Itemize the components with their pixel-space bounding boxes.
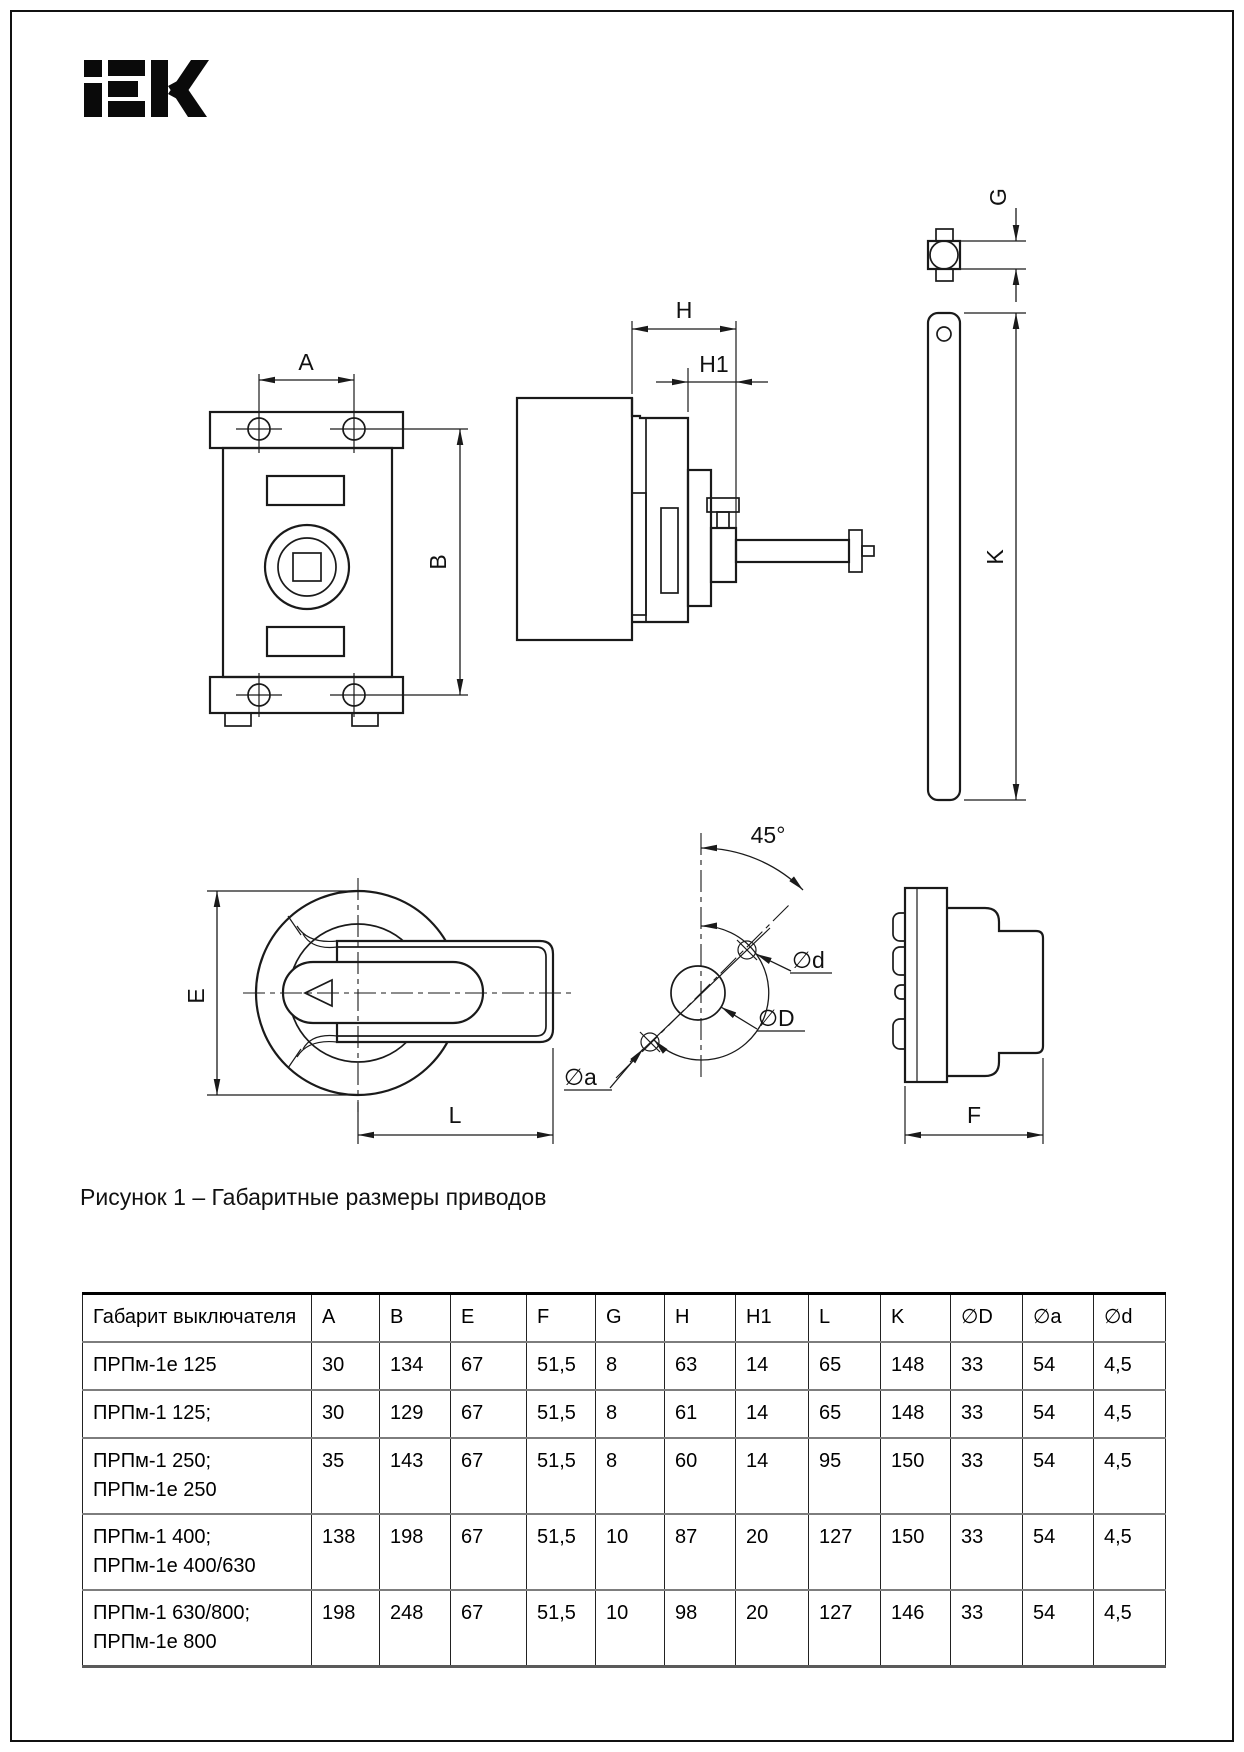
dimension-cell: 33 <box>951 1590 1023 1667</box>
dim-label-b: B <box>425 554 451 570</box>
table-row <box>83 1342 1166 1390</box>
dimension-cell: 10 <box>596 1514 665 1590</box>
row-name: ПРПм-1 630/800; ПРПм-1е 800 <box>83 1590 312 1667</box>
dimension-cell: 51,5 <box>527 1514 596 1590</box>
dimension-cell: 4,5 <box>1094 1514 1166 1590</box>
table-header-row <box>83 1294 1166 1342</box>
dimension-cell: 33 <box>951 1342 1023 1390</box>
dimension-cell: 8 <box>596 1390 665 1438</box>
dimension-cell: 4,5 <box>1094 1590 1166 1667</box>
dimension-cell: 129 <box>380 1390 451 1438</box>
col-header-k: K <box>881 1294 951 1342</box>
dimension-cell: 150 <box>881 1438 951 1514</box>
dimension-cell: 8 <box>596 1438 665 1514</box>
dimension-cell: 14 <box>736 1438 809 1514</box>
dimension-cell: 198 <box>380 1514 451 1590</box>
dimension-cell: 51,5 <box>527 1590 596 1667</box>
dimension-cell: 61 <box>665 1390 736 1438</box>
table-row <box>83 1438 1166 1514</box>
figure-caption: Рисунок 1 – Габаритные размеры приводов <box>80 1184 547 1210</box>
dimension-cell: 87 <box>665 1514 736 1590</box>
dimension-cell: 67 <box>451 1342 527 1390</box>
dimension-cell: 20 <box>736 1514 809 1590</box>
dimension-cell: 95 <box>809 1438 881 1514</box>
col-header-dia-d-big: ∅D <box>951 1294 1023 1342</box>
dimension-cell: 150 <box>881 1514 951 1590</box>
col-header-g: G <box>596 1294 665 1342</box>
profile-view-drawing <box>893 888 1043 1144</box>
dim-label-angle: 45° <box>750 822 786 848</box>
dimension-cell: 60 <box>665 1438 736 1514</box>
dimension-cell: 134 <box>380 1342 451 1390</box>
dim-label-g: G <box>985 188 1011 206</box>
dimension-cell: 54 <box>1023 1342 1094 1390</box>
dimension-cell: 127 <box>809 1590 881 1667</box>
dimension-cell: 14 <box>736 1342 809 1390</box>
dim-label-dia-a: ∅a <box>564 1064 597 1090</box>
dimension-cell: 4,5 <box>1094 1390 1166 1438</box>
dimension-cell: 4,5 <box>1094 1342 1166 1390</box>
dim-label-l: L <box>448 1102 462 1128</box>
col-header-e: E <box>451 1294 527 1342</box>
dimension-cell: 33 <box>951 1390 1023 1438</box>
dimension-cell: 98 <box>665 1590 736 1667</box>
handle-view-drawing <box>183 878 572 1144</box>
table-row <box>83 1390 1166 1438</box>
dimension-cell: 65 <box>809 1390 881 1438</box>
dimension-cell: 67 <box>451 1390 527 1438</box>
dimension-cell: 54 <box>1023 1390 1094 1438</box>
dimension-cell: 33 <box>951 1514 1023 1590</box>
iek-logo <box>84 60 209 117</box>
dim-label-h1: H1 <box>699 351 729 377</box>
dimension-cell: 65 <box>809 1342 881 1390</box>
side-view-drawing <box>517 297 874 640</box>
lever-view-drawing <box>928 313 1026 800</box>
dimension-cell: 4,5 <box>1094 1438 1166 1514</box>
dim-label-e: E <box>183 988 209 1004</box>
dimension-cell: 248 <box>380 1590 451 1667</box>
col-header-dia-d-small: ∅d <box>1094 1294 1166 1342</box>
row-name: ПРПм-1е 125 <box>83 1342 312 1390</box>
dimension-cell: 33 <box>951 1438 1023 1514</box>
dimension-cell: 63 <box>665 1342 736 1390</box>
col-header-f: F <box>527 1294 596 1342</box>
dim-label-k: K <box>982 549 1008 565</box>
dimension-cell: 146 <box>881 1590 951 1667</box>
dimension-cell: 54 <box>1023 1590 1094 1667</box>
dimension-cell: 67 <box>451 1590 527 1667</box>
dimension-cell: 30 <box>312 1342 380 1390</box>
col-header-gabarit: Габарит выключателя <box>83 1294 312 1342</box>
dimension-cell: 148 <box>881 1390 951 1438</box>
col-header-dia-a: ∅a <box>1023 1294 1094 1342</box>
dim-label-dia-d-small: ∅d <box>792 947 825 973</box>
shaft-end-view-drawing <box>928 188 1026 302</box>
table-body <box>83 1342 1166 1667</box>
dimension-cell: 51,5 <box>527 1342 596 1390</box>
dimension-cell: 14 <box>736 1390 809 1438</box>
col-header-b: B <box>380 1294 451 1342</box>
dimension-cell: 51,5 <box>527 1390 596 1438</box>
dimensions-table <box>82 1292 1166 1668</box>
row-name: ПРПм-1 250; ПРПм-1е 250 <box>83 1438 312 1514</box>
dimension-cell: 138 <box>312 1514 380 1590</box>
dimension-cell: 35 <box>312 1438 380 1514</box>
dimension-cell: 30 <box>312 1390 380 1438</box>
dimension-cell: 54 <box>1023 1514 1094 1590</box>
dimension-cell: 67 <box>451 1438 527 1514</box>
col-header-a: A <box>312 1294 380 1342</box>
dim-label-dia-d-big: ∅D <box>758 1005 795 1031</box>
dimension-cell: 127 <box>809 1514 881 1590</box>
col-header-h: H <box>665 1294 736 1342</box>
dim-label-f: F <box>966 1102 982 1128</box>
front-view-drawing <box>210 349 468 726</box>
table-row <box>83 1590 1166 1667</box>
dimension-cell: 20 <box>736 1590 809 1667</box>
dimension-cell: 8 <box>596 1342 665 1390</box>
dimension-cell: 143 <box>380 1438 451 1514</box>
row-name: ПРПм-1 400; ПРПм-1е 400/630 <box>83 1514 312 1590</box>
dimension-cell: 10 <box>596 1590 665 1667</box>
table-row <box>83 1514 1166 1590</box>
dimension-cell: 54 <box>1023 1438 1094 1514</box>
dimension-cell: 198 <box>312 1590 380 1667</box>
col-header-h1: H1 <box>736 1294 809 1342</box>
angle-diagram-drawing <box>564 822 832 1090</box>
dimension-cell: 148 <box>881 1342 951 1390</box>
row-name: ПРПм-1 125; <box>83 1390 312 1438</box>
col-header-l: L <box>809 1294 881 1342</box>
dimension-cell: 67 <box>451 1514 527 1590</box>
dim-label-a: A <box>298 349 314 375</box>
dimension-cell: 51,5 <box>527 1438 596 1514</box>
dim-label-h: H <box>675 297 693 323</box>
